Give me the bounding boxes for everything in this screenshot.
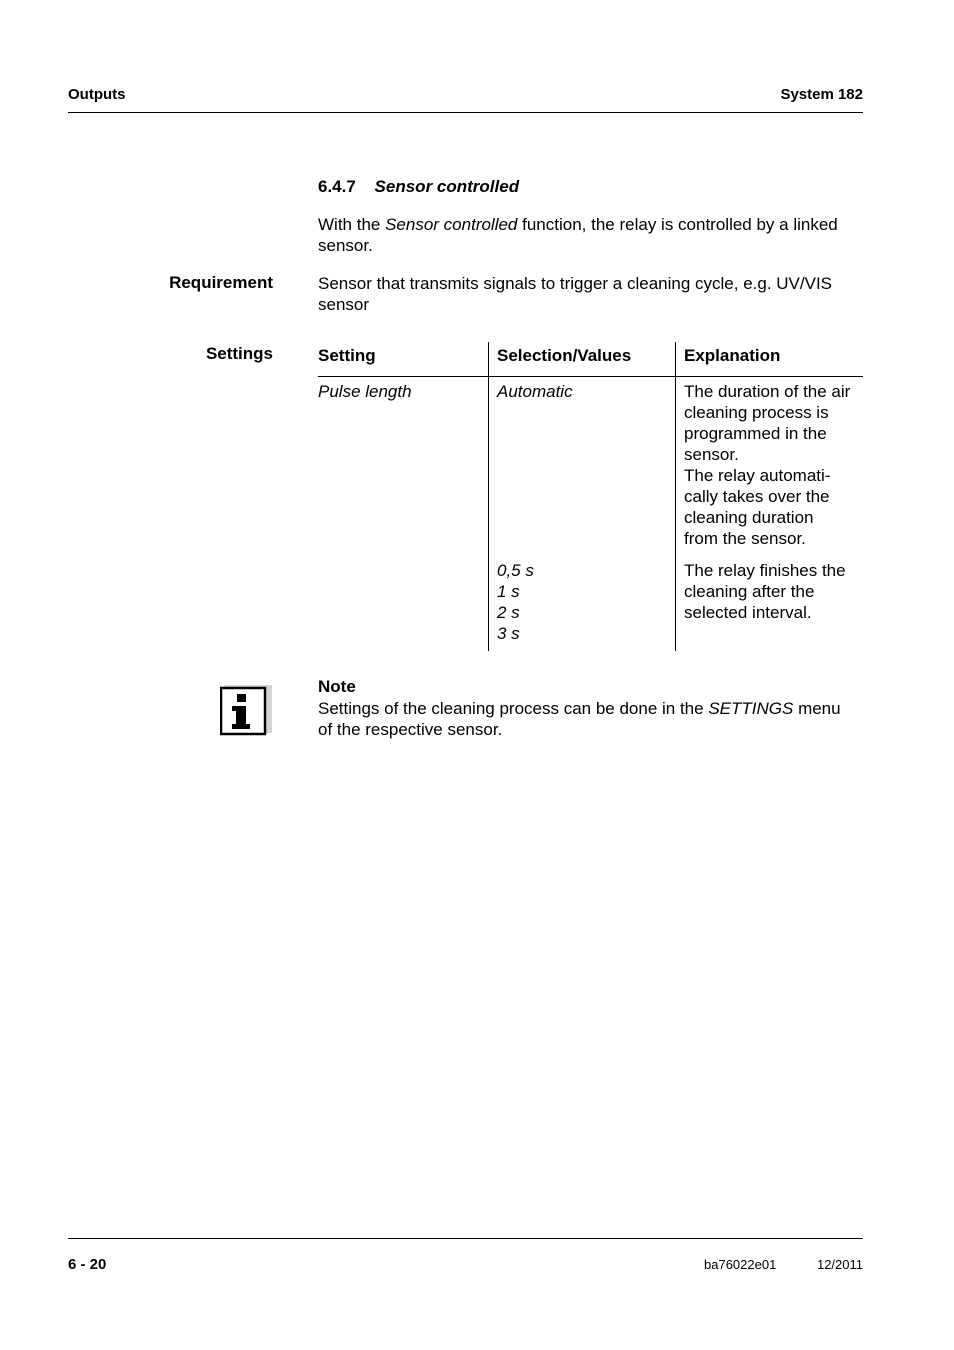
row2-values [497,560,534,644]
header-right: System 182 [780,86,863,103]
row1-expl-line: The duration of the air [684,382,851,401]
row2-expl-line: The relay finishes the [684,561,846,580]
row2-value-item: 0,5 s [497,561,534,580]
header-left: Outputs [68,86,126,103]
table-col-divider-1 [488,342,489,651]
row2-expl-line: cleaning after the [684,582,815,601]
note-text-b: menu [793,699,841,718]
row1-expl-line: from the sensor. [684,529,806,548]
intro-emph: Sensor controlled [385,215,518,234]
row2-expl-line: selected interval. [684,603,812,622]
intro-paragraph [318,214,863,256]
row2-value-item: 3 s [497,624,520,643]
row2-value-item: 2 s [497,603,520,622]
row2-value-item: 1 s [497,582,520,601]
table-header-rule [318,376,863,377]
row1-value: Automatic [497,382,573,401]
requirement-line1: Sensor that transmits signals to trigger a cleaning cycle, e.g. UV/VIS [318,274,833,293]
doc-date: 12/2011 [816,1257,863,1272]
section-title: Sensor controlled [374,177,520,196]
intro-text-b: function, the relay is controlled by a linked [517,215,838,234]
note-emph: SETTINGS [708,699,794,718]
note-line2: of the respective sensor. [318,720,503,739]
note-body [318,698,863,740]
note-title: Note [318,677,356,696]
section-number: 6.4.7 [318,177,356,196]
doc-id: ba76022e01 [704,1257,777,1272]
row1-explanation [684,381,862,549]
row1-expl-line: cleaning process is [684,403,829,422]
intro-line2: sensor. [318,236,373,255]
settings-label: Settings [205,344,273,363]
row1-expl-line: cally takes over the [684,487,830,506]
requirement-label: Requirement [169,273,273,292]
page-number: 6 - 20 [68,1256,107,1273]
row1-expl-line: sensor. [684,445,739,464]
requirement-text [318,273,863,315]
section-heading [318,177,519,197]
row1-setting: Pulse length [318,382,412,401]
table-col-divider-2 [675,342,676,651]
requirement-line2: sensor [318,295,370,314]
footer-rule [68,1238,863,1239]
col-header-values: Selection/Values [497,346,632,365]
intro-text-a: With the [318,215,386,234]
col-header-setting: Setting [318,346,376,365]
note-text-a: Settings of the cleaning process can be done in the [318,699,709,718]
header-rule [68,112,863,113]
info-icon [220,685,272,737]
row1-expl-line: The relay automati- [684,466,831,485]
row2-explanation [684,560,862,623]
row1-expl-line: programmed in the [684,424,827,443]
col-header-explanation: Explanation [684,346,781,365]
row1-expl-line: cleaning duration [684,508,814,527]
